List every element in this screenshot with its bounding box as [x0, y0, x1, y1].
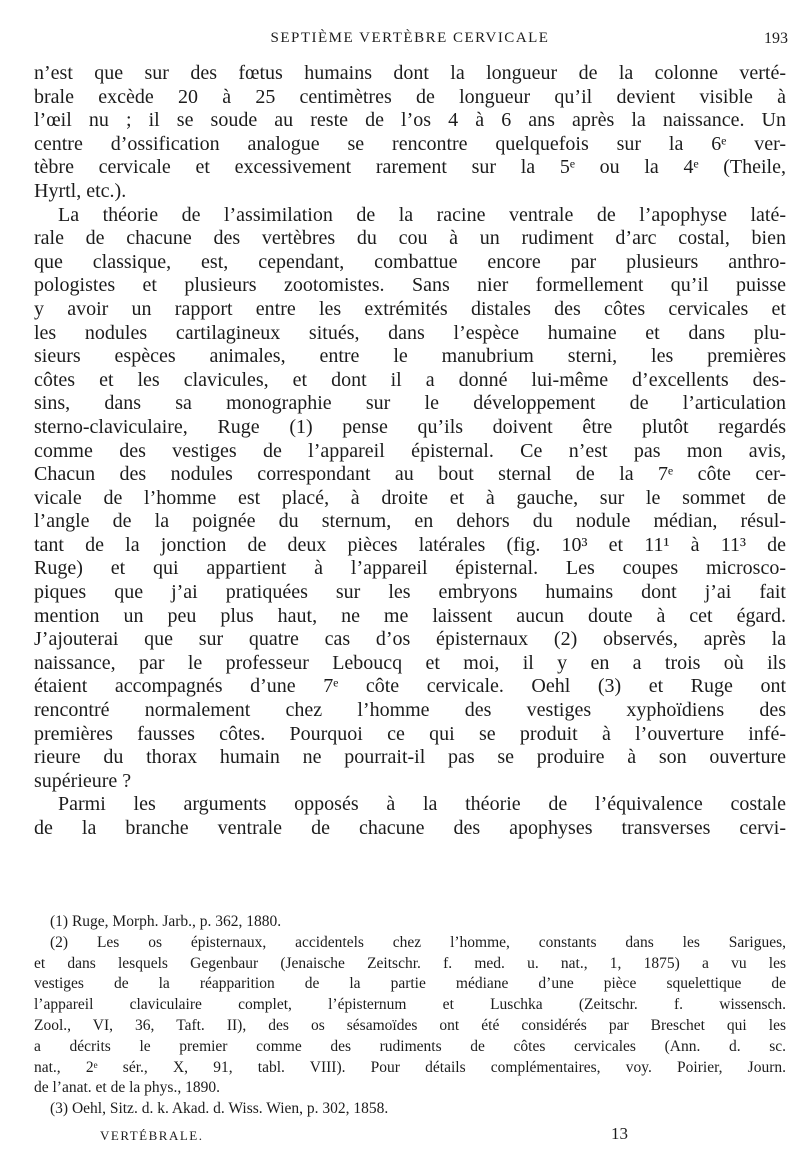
signature-number: 13 — [611, 1124, 628, 1143]
footnote-line: (2) Les os épisternaux, accidentels chez l’homme, constants dans les Sarigues, — [50, 933, 786, 951]
body-line: piques que j’ai pratiquées sur les embryons humains dont j’ai fait — [34, 581, 786, 604]
page-number: 193 — [764, 30, 788, 47]
body-line: côtes et les clavicules, et dont il a donné lui-même d’excellents des- — [34, 368, 786, 391]
body-line: Hyrtl, etc.). — [34, 179, 127, 202]
body-line: rale de chacune des vertèbres du cou à un rudiment d’arc costal, bien — [34, 227, 786, 250]
body-line: mention un peu plus haut, ne me laissent aucun doute à cet égard. — [34, 604, 786, 627]
footnote-line: et dans lesquels Gegenbaur (Jenaische Zeitschr. f. med. u. nat., 1, 1875) a vu les — [34, 954, 786, 972]
body-line: l’angle de la poignée du sternum, en dehors du nodule médian, résul- — [34, 510, 786, 533]
body-line: rencontré normalement chez l’homme des vestiges xyphoïdiens des — [34, 699, 786, 722]
body-line: vicale de l’homme est placé, à droite et à gauche, sur le sommet de — [34, 486, 786, 509]
body-line: pologistes et plusieurs zootomistes. Sans nier formellement qu’il puisse — [34, 274, 786, 297]
footnote-line: (1) Ruge, Morph. Jarb., p. 362, 1880. — [50, 913, 282, 930]
body-line: n’est que sur des fœtus humains dont la longueur de la colonne verté- — [34, 62, 786, 84]
body-line: supérieure ? — [34, 769, 132, 792]
footnote-line: vestiges de la réapparition de la partie médiane d’une pièce squelettique de — [34, 975, 786, 993]
body-line: Ruge) et qui appartient à l’appareil épisternal. Les coupes microsco- — [34, 557, 786, 580]
body-line: y avoir un rapport entre les extrémités distales des côtes cervicales et — [34, 297, 786, 320]
body-line: l’œil nu ; il se soude au reste de l’os 4 à 6 ans après la naissance. Un — [34, 109, 786, 132]
footnote-line: nat., 2ᵉ sér., X, 91, tabl. VIII). Pour détails complémentaires, voy. Poirier, Journ. — [34, 1058, 786, 1076]
body-line: J’ajouterai que sur quatre cas d’os épisternaux (2) observés, après la — [34, 628, 786, 651]
body-line: sins, dans sa monographie sur le développement de l’articulation — [34, 392, 786, 415]
body-line: brale excède 20 à 25 centimètres de longueur qu’il devient visible à — [34, 85, 786, 108]
body-line: La théorie de l’assimilation de la racine ventrale de l’apophyse laté- — [58, 203, 786, 226]
body-line: de la branche ventrale de chacune des apophyses transverses cervi- — [34, 817, 786, 839]
footnote-line: de l’anat. et de la phys., 1890. — [34, 1079, 220, 1097]
footnote-line: a décrits le premier comme des rudiments de côtes cervicales (Ann. d. sc. — [34, 1037, 786, 1055]
body-line: centre d’ossification analogue se rencontre quelquefois sur la 6ᵉ ver- — [34, 132, 786, 155]
body-line: Parmi les arguments opposés à la théorie de l’équivalence costale — [58, 793, 786, 816]
body-line: les nodules cartilagineux situés, dans l’espèce humaine et dans plu- — [34, 321, 786, 344]
body-line: sterno-claviculaire, Ruge (1) pense qu’ils doivent être plutôt regardés — [34, 415, 786, 438]
running-head — [32, 28, 788, 52]
main-text — [34, 62, 786, 841]
running-title: SEPTIÈME VERTÈBRE CERVICALE — [270, 30, 550, 46]
footnote-line: (3) Oehl, Sitz. d. k. Akad. d. Wiss. Wien, p. 302, 1858. — [50, 1100, 389, 1118]
footnote-line: Zool., VI, 36, Taft. II), des os sésamoïdes ont été considérés par Breschet qui les — [34, 1016, 786, 1034]
body-line: que classique, est, cependant, combattue encore par plusieurs anthro- — [34, 250, 786, 273]
body-line: sieurs espèces animales, entre le manubrium sterni, les premières — [34, 345, 786, 368]
body-line: comme des vestiges de l’appareil épisternal. Ce n’est pas mon avis, — [34, 439, 786, 462]
body-line: premières fausses côtes. Pourquoi ce qui se produit à l’ouverture infé- — [34, 722, 786, 745]
body-line: étaient accompagnés d’une 7ᵉ côte cervicale. Oehl (3) et Ruge ont — [34, 675, 786, 698]
footnote-line: l’appareil claviculaire complet, l’épisternum et Luschka (Zeitschr. f. wissensch. — [34, 996, 786, 1014]
footnotes — [34, 912, 786, 1120]
signature-label: VERTÉBRALE. — [100, 1128, 204, 1143]
body-line: tèbre cervicale et excessivement rarement sur la 5ᵉ ou la 4ᵉ (Theile, — [34, 156, 786, 179]
body-line: naissance, par le professeur Leboucq et moi, il y en a trois où ils — [34, 651, 786, 674]
body-line: rieure du thorax humain ne pourrait-il pas se produire à son ouverture — [34, 746, 786, 769]
body-line: tant de la jonction de deux pièces latérales (fig. 10³ et 11¹ à 11³ de — [34, 533, 786, 556]
printer-signature — [100, 1124, 628, 1146]
body-line: Chacun des nodules correspondant au bout sternal de la 7ᵉ côte cer- — [34, 463, 786, 486]
